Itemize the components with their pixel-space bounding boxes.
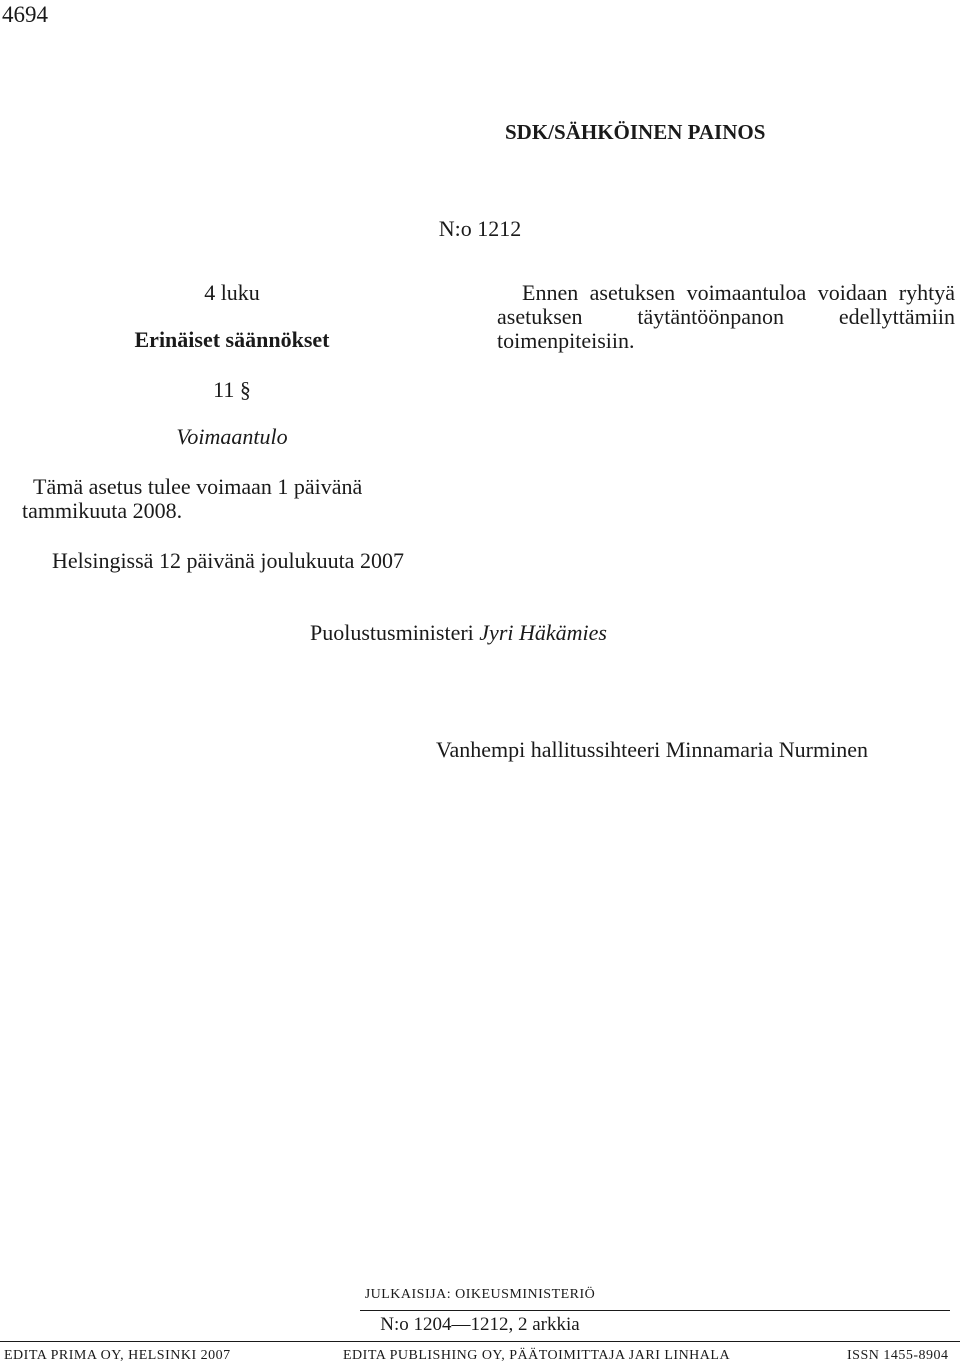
minister-name: Jyri Häkämies xyxy=(479,620,607,645)
footer-divider-top xyxy=(360,1310,950,1311)
publishing-info: EDITA PUBLISHING OY, PÄÄTOIMITTAJA JARI LINHALA xyxy=(343,1348,731,1363)
paragraph-entry-into-force: Tämä asetus tulee voimaan 1 päivänä tammikuuta 2008. xyxy=(22,474,363,523)
footer-divider-bottom xyxy=(0,1341,960,1342)
chapter-title: Erinäiset säännökset xyxy=(134,327,330,352)
issue-range: N:o 1204—1212, 2 arkkia xyxy=(380,1314,580,1335)
printer-info: EDITA PRIMA OY, HELSINKI 2007 xyxy=(4,1348,231,1363)
edition-label: SDK/SÄHKÖINEN PAINOS xyxy=(505,120,766,144)
section-title: Voimaantulo xyxy=(176,424,288,449)
chapter-number: 4 luku xyxy=(204,280,260,305)
publisher-line: JULKAISIJA: OIKEUSMINISTERIÖ xyxy=(364,1287,596,1302)
issue-number: N:o 1212 xyxy=(438,216,522,241)
place-date: Helsingissä 12 päivänä joulukuuta 2007 xyxy=(52,548,404,573)
issn: ISSN 1455-8904 xyxy=(847,1348,949,1363)
section-number: 11 § xyxy=(213,377,251,402)
secretary-signature: Vanhempi hallitussihteeri Minnamaria Nurminen xyxy=(436,737,868,762)
page-number: 4694 xyxy=(2,2,48,27)
paragraph-implementation: Ennen asetuksen voimaantuloa voidaan ryhtyä asetuksen täytäntöönpanon edellyttämiin toimenpiteisiin. xyxy=(497,280,955,353)
minister-signature xyxy=(310,620,607,646)
minister-title: Puolustusministeri xyxy=(310,620,474,645)
